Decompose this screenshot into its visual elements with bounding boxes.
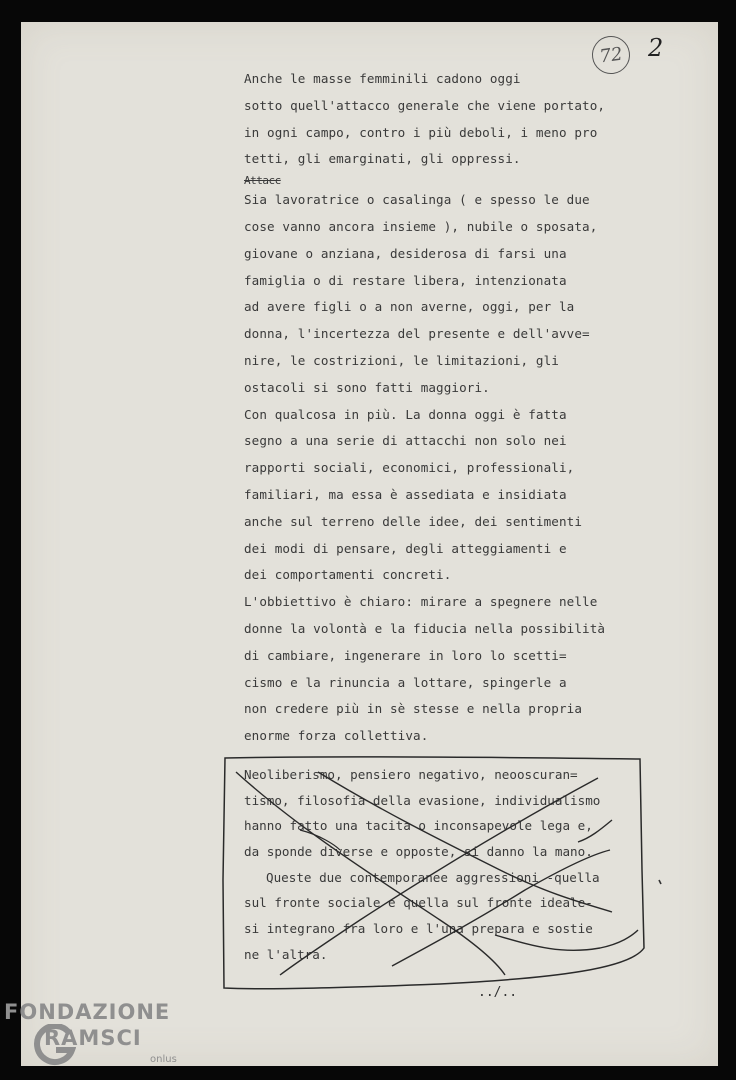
text-line: donna, l'incertezza del presente e dell'avve= (244, 326, 590, 342)
crossed-line: da sponde diverse e opposte, si danno la mano. (244, 844, 593, 860)
text-line: L'obbiettivo è chiaro: mirare a spegnere nelle (244, 594, 598, 610)
text-line: di cambiare, ingenerare in loro lo scetti= (244, 647, 567, 663)
sheet-number: 2 (648, 34, 664, 62)
text-line: cose vanno ancora insieme ), nubile o sposata, (244, 218, 598, 234)
text-line: famiglia o di restare libera, intenzionata (244, 272, 567, 288)
archive-watermark (4, 1000, 184, 1076)
text-line: tetti, gli emarginati, gli oppressi. (244, 151, 521, 167)
text-line: anche sul terreno delle idee, dei sentimenti (244, 513, 583, 529)
crossed-line: si integrano fra loro e l'una prepara e sostie (244, 921, 593, 937)
text-line: rapporti sociali, economici, professionali, (244, 460, 575, 476)
watermark-line1: FONDAZIONE (4, 1000, 171, 1024)
text-line: donne la volontà e la fiducia nella possibilità (244, 620, 606, 636)
cross-out-stroke (578, 820, 612, 842)
crossed-line: Neoliberismo, pensiero negativo, neooscuran= (244, 767, 578, 782)
crossed-line: tismo, filosofia della evasione, individualismo (244, 792, 601, 808)
crossed-line: hanno fatto una tacita o inconsapevole lega e, (244, 818, 593, 834)
text-line: dei comportamenti concreti. (244, 567, 452, 583)
text-line: giovane o anziana, desiderosa di farsi una (244, 245, 567, 261)
stray-mark (659, 880, 661, 884)
watermark-line2: RAMSCI (44, 1026, 142, 1050)
text-line: nire, le costrizioni, le limitazioni, gli (244, 352, 559, 368)
text-line: ad avere figli o a non averne, oggi, per la (244, 299, 575, 315)
text-line: Sia lavoratrice o casalinga ( e spesso le due (244, 192, 590, 208)
crossed-line: Queste due contemporanee aggressioni -quella (266, 869, 600, 885)
cross-out-stroke (300, 830, 340, 850)
crossed-line: sul fronte sociale e quella sul fronte ideale- (244, 895, 593, 911)
struck-out-word: Attacc (244, 174, 281, 188)
text-line: ostacoli si sono fatti maggiori. (244, 379, 490, 395)
text-line: segno a una serie di attacchi non solo nei (244, 433, 567, 449)
text-line: cismo e la rinuncia a lottare, spingerle a (244, 674, 567, 690)
watermark-suffix: onlus (150, 1054, 177, 1065)
text-line: familiari, ma essa è assediata e insidiata (244, 486, 567, 502)
continuation-mark: ../.. (478, 985, 518, 1000)
circled-page-number: 72 (590, 34, 633, 77)
text-line: Anche le masse femminili cadono oggi (244, 71, 521, 86)
text-line: enorme forza collettiva. (244, 728, 429, 744)
text-line: sotto quell'attacco generale che viene portato, (244, 97, 606, 113)
cross-out-stroke (495, 930, 638, 950)
text-line: dei modi di pensare, degli atteggiamenti e (244, 540, 567, 556)
cross-out-stroke (318, 772, 612, 912)
text-line: Con qualcosa in più. La donna oggi è fatta (244, 406, 567, 422)
cross-out-stroke (392, 850, 610, 966)
text-line: in ogni campo, contro i più deboli, i meno pro (244, 124, 598, 140)
crossed-line: ne l'altra. (244, 946, 328, 962)
text-line: non credere più in sè stesse e nella propria (244, 701, 583, 717)
